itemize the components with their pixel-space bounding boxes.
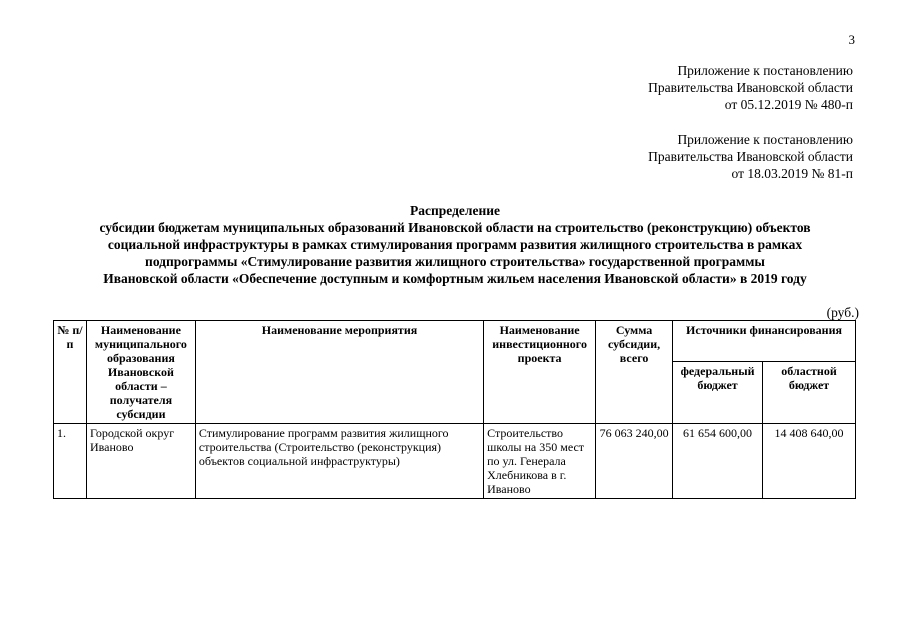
cell-total: 76 063 240,00 <box>596 424 673 499</box>
distribution-table <box>53 320 856 499</box>
cell-activity: Стимулирование программ развития жилищного строительства (Строительство (реконструкция) объектов социальной инфраструктуры) <box>195 424 483 499</box>
appendix-block-original <box>648 131 853 182</box>
cell-regional: 14 408 640,00 <box>763 424 856 499</box>
header-municipality: Наименование муниципального образования Ивановской области – получателя субсидии <box>86 321 195 424</box>
title-line: Распределение <box>409 203 501 218</box>
appendix-line: Правительства Ивановской области <box>648 80 853 95</box>
cell-municipality: Городской округ Иваново <box>86 424 195 499</box>
currency-note: (руб.) <box>826 305 859 320</box>
table-header-row <box>54 321 856 362</box>
appendix-line: Приложение к постановлению <box>677 63 853 78</box>
header-num: № п/п <box>54 321 87 424</box>
cell-num: 1. <box>54 424 87 499</box>
header-sources: Источники финансирования <box>673 321 856 362</box>
header-project: Наименование инвестиционного проекта <box>484 321 596 424</box>
title-line: Ивановской области «Обеспечение доступным и комфортным жильем населения Ивановской области» в 2019 году <box>103 271 807 286</box>
header-federal: федеральный бюджет <box>673 362 763 424</box>
appendix-block-current <box>648 62 853 113</box>
appendix-line: Правительства Ивановской области <box>648 149 853 164</box>
cell-federal: 61 654 600,00 <box>673 424 763 499</box>
header-total: Сумма субсидии, всего <box>596 321 673 424</box>
document-title <box>40 202 870 287</box>
title-line: социальной инфраструктуры в рамках стимулирования программ развития жилищного строительства в рамках <box>107 237 803 252</box>
header-regional: областной бюджет <box>763 362 856 424</box>
page-number: 3 <box>848 32 855 47</box>
title-line: подпрограммы «Стимулирование развития жилищного строительства» государственной программы <box>145 254 765 269</box>
appendix-line: от 18.03.2019 № 81-п <box>731 166 853 181</box>
appendix-line: от 05.12.2019 № 480-п <box>724 97 853 112</box>
table-row <box>54 424 856 499</box>
appendix-line: Приложение к постановлению <box>677 132 853 147</box>
cell-project: Строительство школы на 350 мест по ул. Генерала Хлебникова в г. Иваново <box>484 424 596 499</box>
header-activity: Наименование мероприятия <box>195 321 483 424</box>
title-line: субсидии бюджетам муниципальных образований Ивановской области на строительство (реконструкцию) объектов <box>99 220 811 235</box>
